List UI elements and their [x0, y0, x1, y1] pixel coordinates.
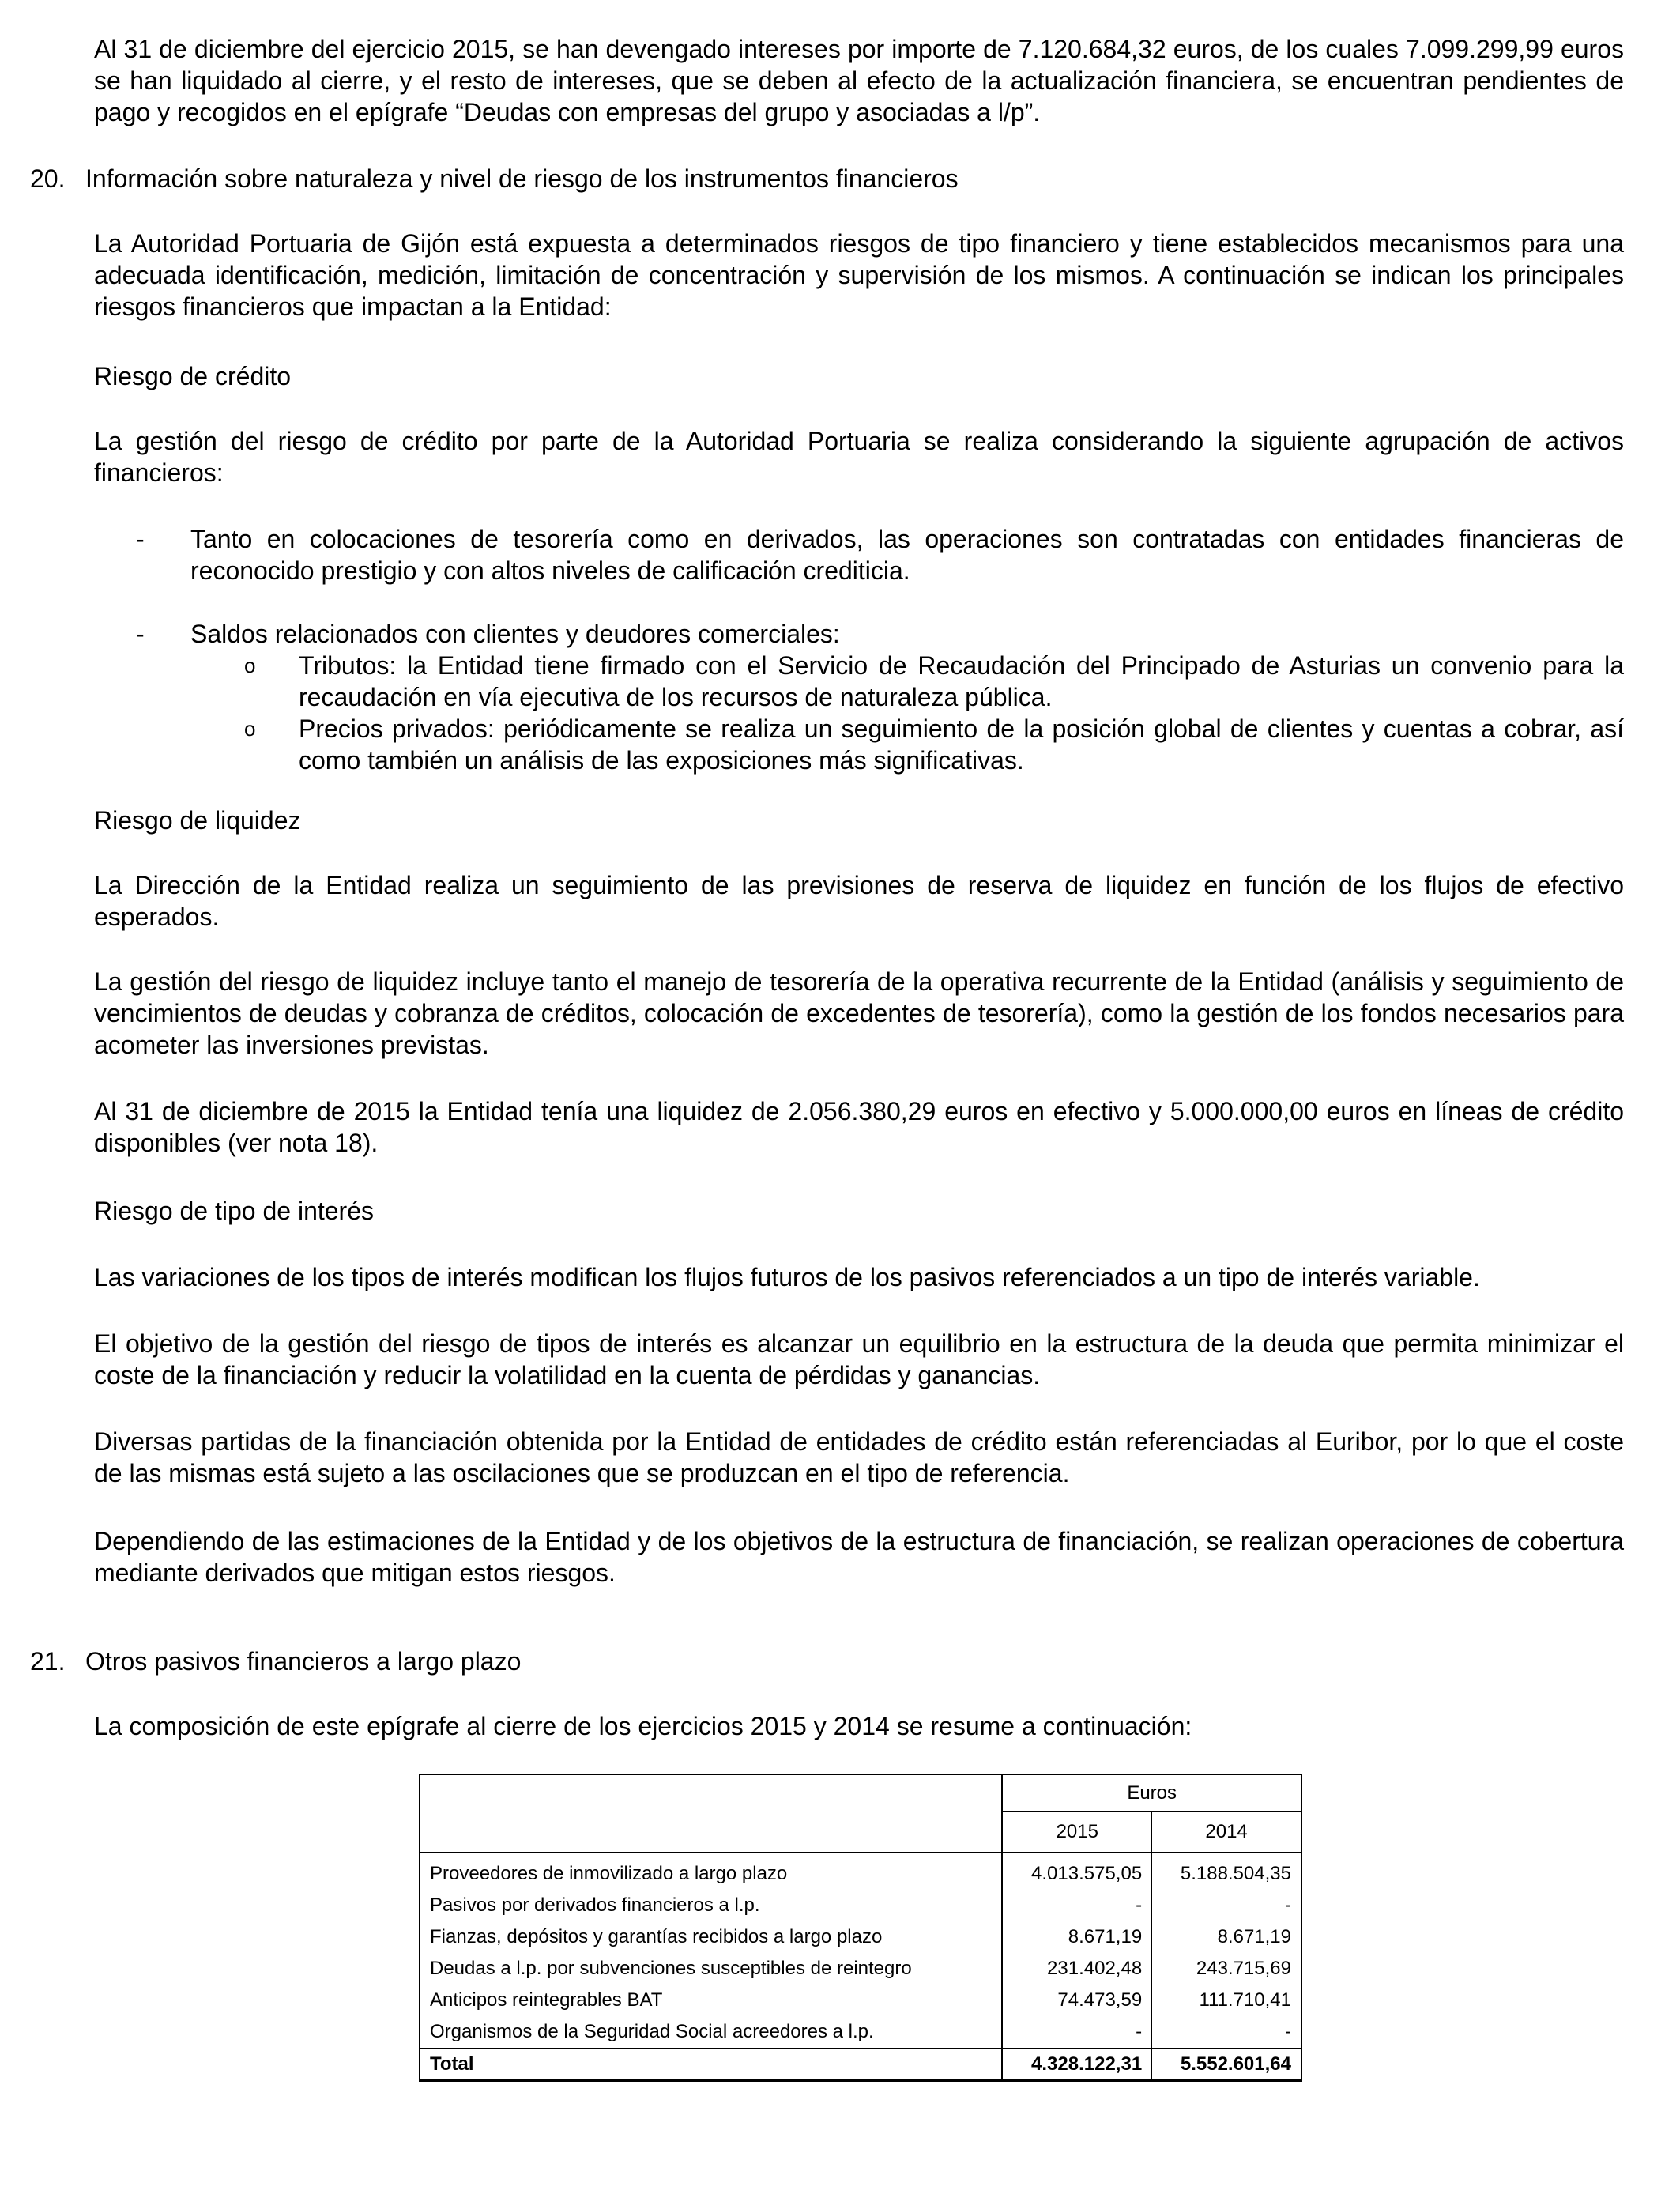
- credit-sub-bullet-1: Tributos: la Entidad tiene firmado con el Servicio de Recaudación del Principado de Asturias un convenio para la recaudación en vía ejecutiva de los recursos de naturaleza pública.: [299, 651, 1624, 711]
- table-row: [420, 1890, 1301, 1921]
- liquidity-risk-title: Riesgo de liquidez: [94, 806, 301, 835]
- sub-bullet-marker: o: [244, 654, 256, 677]
- section-20-intro: La Autoridad Portuaria de Gijón está expuesta a determinados riesgos de tipo financiero y tiene establecidos mecanismos para una adecuada identificación, medición, limitación de concentración y supervisión de los mismos. A continuación se indican los principales riesgos financieros que impactan a la Entidad:: [94, 229, 1624, 321]
- row-value-2015: -: [1002, 2016, 1151, 2049]
- table-row: [420, 1953, 1301, 1985]
- table-total-row: [420, 2049, 1301, 2081]
- interest-paragraph-4: Dependiendo de las estimaciones de la Entidad y de los objetivos de la estructura de financiación, se realizan operaciones de cobertura mediante derivados que mitigan estos riesgos.: [94, 1527, 1624, 1587]
- row-value-2014: 111.710,41: [1152, 1985, 1301, 2016]
- row-value-2014: -: [1152, 1890, 1301, 1921]
- liquidity-paragraph-1: La Dirección de la Entidad realiza un seguimiento de las previsiones de reserva de liquidez en función de los flujos de efectivo esperados.: [94, 871, 1624, 931]
- currency-header: Euros: [1002, 1774, 1301, 1812]
- row-value-2015: 74.473,59: [1002, 1985, 1151, 2016]
- table-header-blank: [420, 1774, 1002, 1812]
- table-header-blank: [420, 1812, 1002, 1853]
- section-21-heading: [30, 1646, 521, 1677]
- credit-sub-bullet-2: Precios privados: periódicamente se realiza un seguimiento de la posición global de clientes y cuentas a cobrar, así como también un análisis de las exposiciones más significativas.: [299, 714, 1624, 775]
- table-row: [420, 1921, 1301, 1953]
- table-year-row: [420, 1812, 1301, 1853]
- total-label: Total: [420, 2049, 1002, 2081]
- row-label: Proveedores de inmovilizado a largo plazo: [420, 1853, 1002, 1890]
- table-row: [420, 2016, 1301, 2049]
- section-21-title: Otros pasivos financieros a largo plazo: [85, 1647, 522, 1676]
- row-label: Anticipos reintegrables BAT: [420, 1985, 1002, 2016]
- other-liabilities-table: [419, 1774, 1302, 2082]
- row-value-2015: -: [1002, 1890, 1151, 1921]
- credit-risk-intro: La gestión del riesgo de crédito por parte de la Autoridad Portuaria se realiza considerando la siguiente agrupación de activos financieros:: [94, 427, 1624, 487]
- credit-bullet-1: Tanto en colocaciones de tesorería como en derivados, las operaciones son contratadas con entidades financieras de reconocido prestigio y con altos niveles de calificación crediticia.: [190, 525, 1624, 585]
- row-label: Organismos de la Seguridad Social acreedores a l.p.: [420, 2016, 1002, 2049]
- row-value-2014: 8.671,19: [1152, 1921, 1301, 1953]
- bullet-marker: -: [136, 620, 145, 648]
- row-label: Pasivos por derivados financieros a l.p.: [420, 1890, 1002, 1921]
- section-20-heading: [30, 163, 959, 194]
- year-2015-header: 2015: [1002, 1812, 1151, 1853]
- table-row: [420, 1853, 1301, 1890]
- row-value-2015: 8.671,19: [1002, 1921, 1151, 1953]
- row-label: Fianzas, depósitos y garantías recibidos a largo plazo: [420, 1921, 1002, 1953]
- row-value-2014: -: [1152, 2016, 1301, 2049]
- credit-risk-title: Riesgo de crédito: [94, 362, 292, 390]
- intro-paragraph: Al 31 de diciembre del ejercicio 2015, se han devengado intereses por importe de 7.120.684,32 euros, de los cuales 7.099.299,99 euros se han liquidado al cierre, y el resto de intereses, que se deben al efecto de la actualización financiera, se encuentran pendientes de pago y recogidos en el epígrafe “Deudas con empresas del grupo y asociadas a l/p”.: [94, 35, 1624, 126]
- total-value-2014: 5.552.601,64: [1152, 2049, 1301, 2081]
- table-row: [420, 1985, 1301, 2016]
- row-label: Deudas a l.p. por subvenciones susceptibles de reintegro: [420, 1953, 1002, 1985]
- year-2014-header: 2014: [1152, 1812, 1301, 1853]
- interest-paragraph-2: El objetivo de la gestión del riesgo de tipos de interés es alcanzar un equilibrio en la estructura de la deuda que permita minimizar el coste de la financiación y reducir la volatilidad en la cuenta de pérdidas y ganancias.: [94, 1329, 1624, 1389]
- section-20-title: Información sobre naturaleza y nivel de riesgo de los instrumentos financieros: [85, 164, 959, 193]
- sub-bullet-marker: o: [244, 717, 256, 741]
- row-value-2015: 231.402,48: [1002, 1953, 1151, 1985]
- liquidity-paragraph-3: Al 31 de diciembre de 2015 la Entidad tenía una liquidez de 2.056.380,29 euros en efectivo y 5.000.000,00 euros en líneas de crédito disponibles (ver nota 18).: [94, 1097, 1624, 1157]
- interest-risk-title: Riesgo de tipo de interés: [94, 1197, 374, 1225]
- section-21-number: 21.: [30, 1647, 66, 1676]
- credit-bullet-2: Saldos relacionados con clientes y deudores comerciales:: [190, 620, 840, 648]
- row-value-2014: 243.715,69: [1152, 1953, 1301, 1985]
- table-header-row: [420, 1774, 1301, 1812]
- row-value-2015: 4.013.575,05: [1002, 1853, 1151, 1890]
- interest-paragraph-3: Diversas partidas de la financiación obtenida por la Entidad de entidades de crédito están referenciadas al Euribor, por lo que el coste de las mismas está sujeto a las oscilaciones que se produzcan en el tipo de referencia.: [94, 1427, 1624, 1487]
- section-21-intro: La composición de este epígrafe al cierre de los ejercicios 2015 y 2014 se resume a continuación:: [94, 1712, 1192, 1740]
- total-value-2015: 4.328.122,31: [1002, 2049, 1151, 2081]
- liquidity-paragraph-2: La gestión del riesgo de liquidez incluye tanto el manejo de tesorería de la operativa recurrente de la Entidad (análisis y seguimiento de vencimientos de deudas y cobranza de créditos, colocación de excedentes de tesorería), como la gestión de los fondos necesarios para acometer las inversiones previstas.: [94, 967, 1624, 1059]
- section-20-number: 20.: [30, 164, 66, 193]
- bullet-marker: -: [136, 525, 145, 553]
- row-value-2014: 5.188.504,35: [1152, 1853, 1301, 1890]
- interest-paragraph-1: Las variaciones de los tipos de interés modifican los flujos futuros de los pasivos referenciados a un tipo de interés variable.: [94, 1263, 1480, 1291]
